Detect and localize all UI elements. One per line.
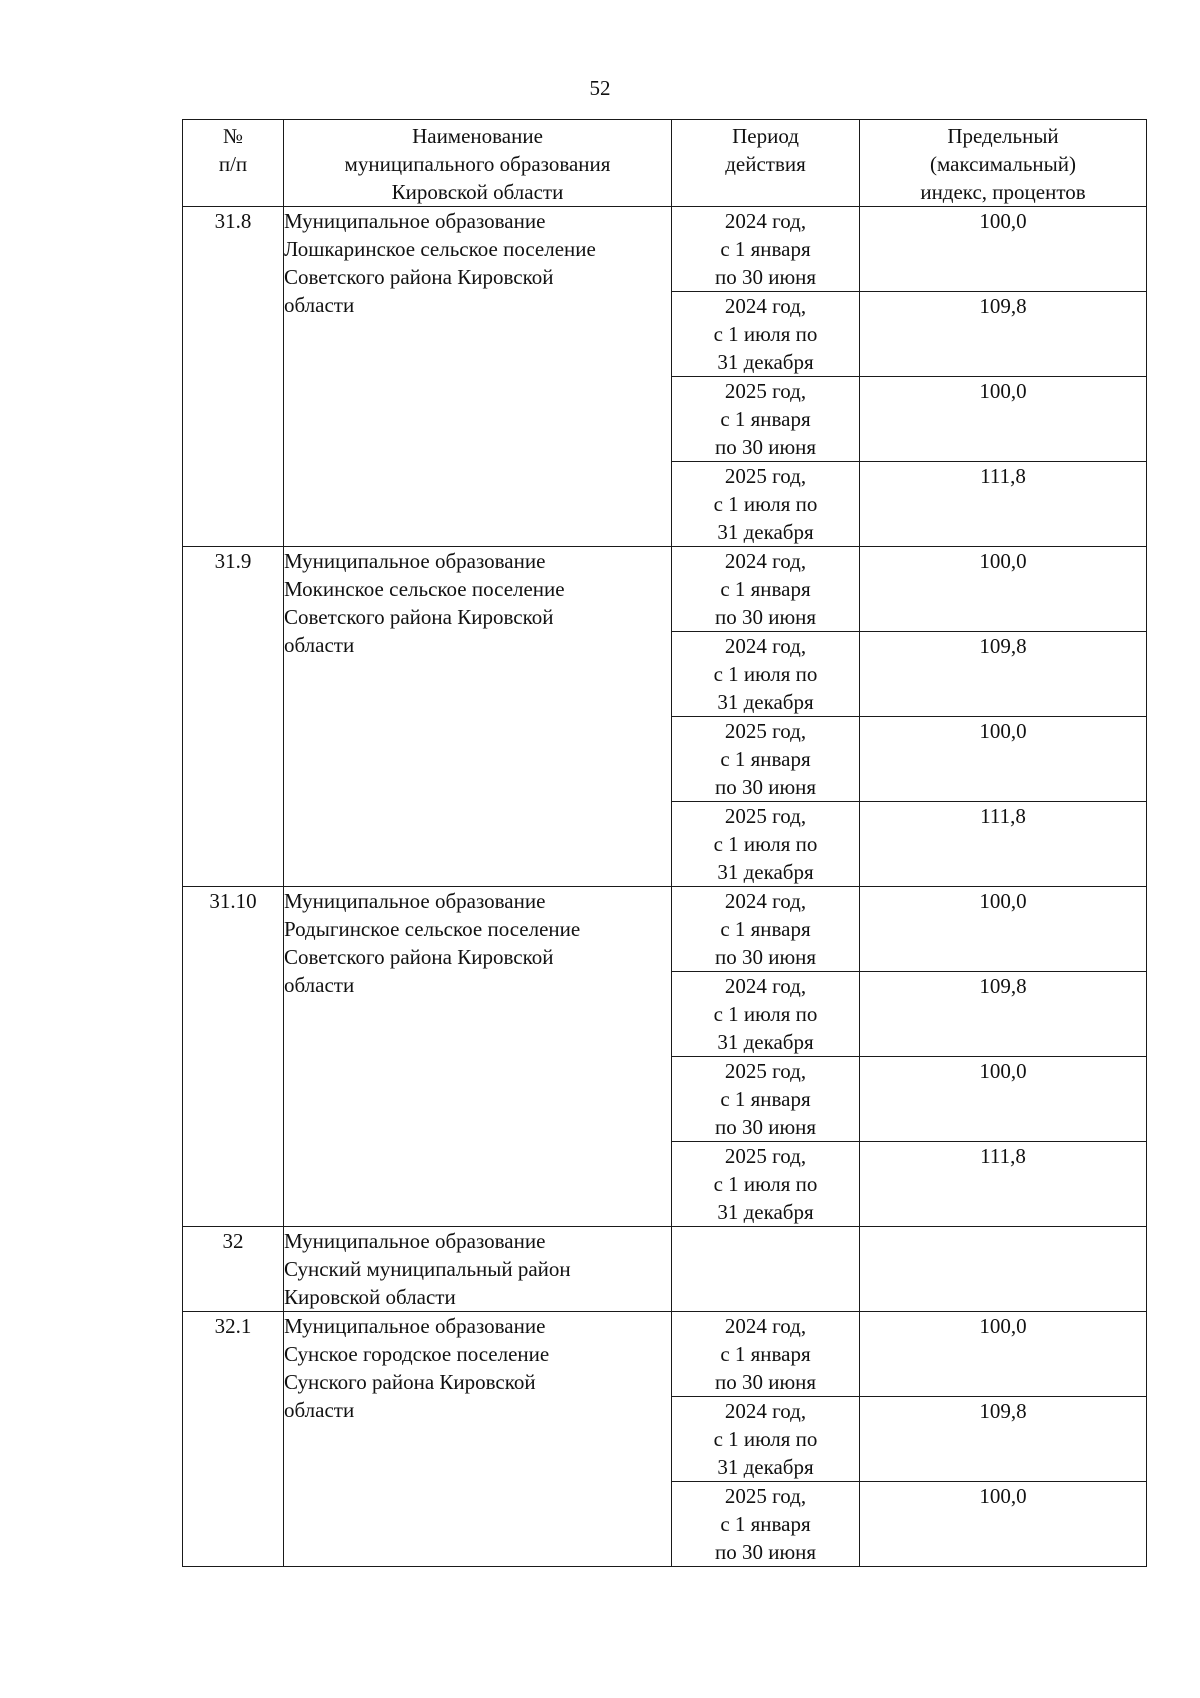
- validity-period: 2025 год, с 1 июля по 31 декабря: [672, 802, 860, 887]
- municipality-name: [284, 1312, 672, 1567]
- row-number: 31.10: [183, 887, 284, 1227]
- max-index-value: [860, 1227, 1147, 1312]
- validity-period: 2024 год, с 1 июля по 31 декабря: [672, 632, 860, 717]
- municipality-name-line: Советского района Кировской: [284, 605, 554, 629]
- table-row: [183, 887, 1147, 972]
- municipality-name-line: Советского района Кировской: [284, 945, 554, 969]
- header-period-line: действия: [725, 152, 806, 176]
- max-index-value: 109,8: [860, 292, 1147, 377]
- validity-period: 2024 год, с 1 января по 30 июня: [672, 207, 860, 292]
- municipality-name-line: Муниципальное образование: [284, 1229, 546, 1253]
- header-index: [860, 120, 1147, 207]
- header-index-line: (максимальный): [930, 152, 1076, 176]
- municipality-name-line: Муниципальное образование: [284, 549, 546, 573]
- max-index-value: 100,0: [860, 1057, 1147, 1142]
- max-index-value: 100,0: [860, 717, 1147, 802]
- max-index-value: 100,0: [860, 1482, 1147, 1567]
- validity-period: 2024 год, с 1 января по 30 июня: [672, 1312, 860, 1397]
- validity-period: 2024 год, с 1 июля по 31 декабря: [672, 972, 860, 1057]
- max-index-value: 100,0: [860, 547, 1147, 632]
- page-number: 52: [589, 76, 611, 100]
- table-header-row: [183, 120, 1147, 207]
- max-index-value: 109,8: [860, 1397, 1147, 1482]
- max-index-value: 100,0: [860, 1312, 1147, 1397]
- max-index-value: 109,8: [860, 632, 1147, 717]
- municipality-name-line: Муниципальное образование: [284, 209, 546, 233]
- municipality-name: [284, 1227, 672, 1312]
- max-index-value: 100,0: [860, 377, 1147, 462]
- row-number: 32.1: [183, 1312, 284, 1567]
- validity-period: 2025 год, с 1 января по 30 июня: [672, 717, 860, 802]
- validity-period: [672, 1227, 860, 1312]
- header-index-line: Предельный: [947, 124, 1059, 148]
- header-num-line: №: [222, 124, 244, 148]
- max-index-value: 111,8: [860, 1142, 1147, 1227]
- table-row: [183, 547, 1147, 632]
- header-index-line: индекс, процентов: [920, 180, 1086, 204]
- header-num: [183, 120, 284, 207]
- max-index-value: 100,0: [860, 887, 1147, 972]
- header-period: [672, 120, 860, 207]
- table-body: [183, 207, 1147, 1567]
- municipality-name-line: Сунский муниципальный район: [284, 1257, 571, 1281]
- municipality-name-line: области: [284, 633, 355, 657]
- validity-period: 2024 год, с 1 января по 30 июня: [672, 887, 860, 972]
- validity-period: 2025 год, с 1 января по 30 июня: [672, 1482, 860, 1567]
- header-name: [284, 120, 672, 207]
- municipality-name-line: Кировской области: [284, 1285, 456, 1309]
- row-number: 31.8: [183, 207, 284, 547]
- municipality-name-line: Сунского района Кировской: [284, 1370, 536, 1394]
- max-index-value: 100,0: [860, 207, 1147, 292]
- header-name-line: Кировской области: [391, 180, 564, 204]
- max-index-value: 111,8: [860, 802, 1147, 887]
- table-row: [183, 1227, 1147, 1312]
- municipality-name-line: Сунское городское поселение: [284, 1342, 550, 1366]
- municipality-name-line: области: [284, 1398, 355, 1422]
- municipality-name-line: Лошкаринское сельское поселение: [284, 237, 596, 261]
- max-index-value: 111,8: [860, 462, 1147, 547]
- validity-period: 2025 год, с 1 июля по 31 декабря: [672, 462, 860, 547]
- table-row: [183, 1312, 1147, 1397]
- max-index-value: 109,8: [860, 972, 1147, 1057]
- municipality-name: [284, 547, 672, 887]
- municipality-name: [284, 207, 672, 547]
- validity-period: 2024 год, с 1 января по 30 июня: [672, 547, 860, 632]
- header-name-line: муниципального образования: [344, 152, 611, 176]
- header-period-line: Период: [732, 124, 799, 148]
- municipality-name: [284, 887, 672, 1227]
- municipality-name-line: Советского района Кировской: [284, 265, 554, 289]
- validity-period: 2024 год, с 1 июля по 31 декабря: [672, 1397, 860, 1482]
- municipality-name-line: Мокинское сельское поселение: [284, 577, 565, 601]
- municipality-name-line: Муниципальное образование: [284, 1314, 546, 1338]
- validity-period: 2025 год, с 1 января по 30 июня: [672, 1057, 860, 1142]
- table-row: [183, 207, 1147, 292]
- row-number: 32: [183, 1227, 284, 1312]
- validity-period: 2024 год, с 1 июля по 31 декабря: [672, 292, 860, 377]
- municipality-name-line: области: [284, 293, 355, 317]
- municipality-name-line: Муниципальное образование: [284, 889, 546, 913]
- validity-period: 2025 год, с 1 января по 30 июня: [672, 377, 860, 462]
- row-number: 31.9: [183, 547, 284, 887]
- header-num-line: п/п: [218, 152, 248, 176]
- header-name-line: Наименование: [412, 124, 543, 148]
- tariff-index-table: [182, 119, 1147, 1567]
- municipality-name-line: Родыгинское сельское поселение: [284, 917, 581, 941]
- validity-period: 2025 год, с 1 июля по 31 декабря: [672, 1142, 860, 1227]
- municipality-name-line: области: [284, 973, 355, 997]
